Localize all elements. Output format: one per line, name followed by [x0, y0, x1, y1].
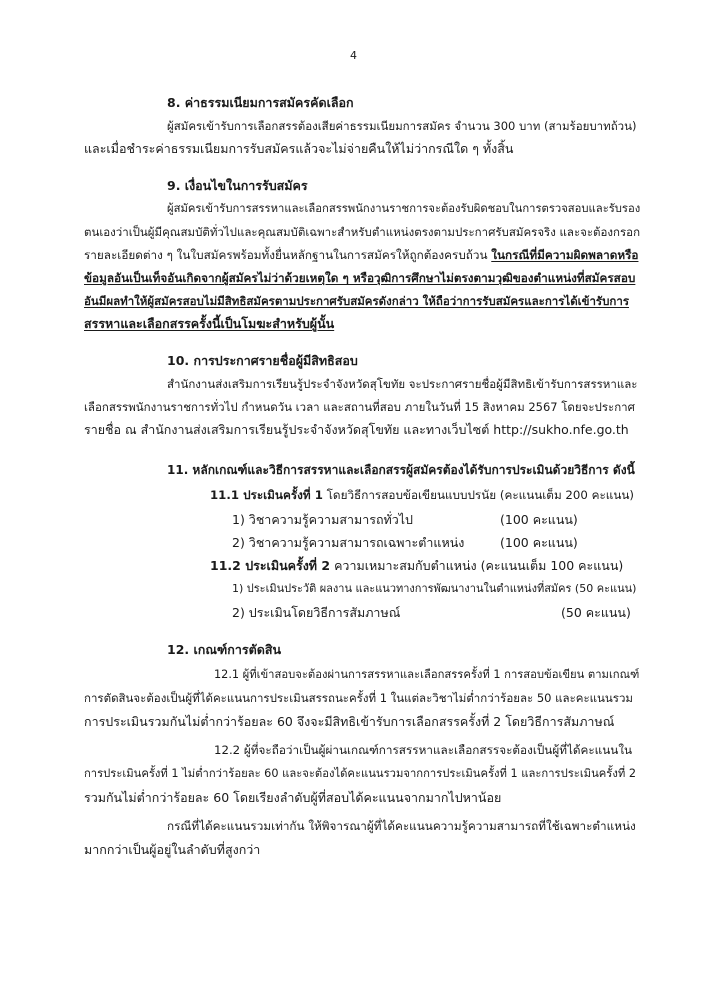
assessment-score: (100 คะแนน) [500, 535, 578, 550]
section-11-heading: 11. หลักเกณฑ์และวิธีการสรรหาและเลือกสรรผู้สมัครต้องได้รับการประเมินด้วยวิธีการ ดังนี้ [167, 463, 635, 477]
assessment-item: 1) ประเมินประวัติ ผลงาน และแนวทางการพัฒนางานในตำแหน่งที่สมัคร (50 คะแนน) [232, 582, 637, 595]
paragraph-line: เลือกสรรพนักงานราชการทั่วไป กำหนดวัน เวลา และสถานที่สอบ ภายในวันที่ 15 สิงหาคม 2567 โดยจะประกาศ [84, 400, 635, 414]
assessment-label: 11.2 ประเมินครั้งที่ 2 [210, 558, 331, 573]
paragraph-line: ผู้สมัครเข้ารับการสรรหาและเลือกสรรพนักงานราชการจะต้องรับผิดชอบในการตรวจสอบและรับรอง [167, 202, 641, 215]
section-10-heading: 10. การประกาศรายชื่อผู้มีสิทธิสอบ [167, 353, 358, 368]
paragraph-line: 12.2 ผู้ที่จะถือว่าเป็นผู้ผ่านเกณฑ์การสรรหาและเลือกสรรจะต้องเป็นผู้ที่ได้คะแนนใน [214, 743, 633, 757]
paragraph-line: กรณีที่ได้คะแนนรวมเท่ากัน ให้พิจารณาผู้ที่ได้คะแนนความรู้ความสามารถที่ใช้เฉพาะตำแหน่ง [167, 819, 636, 833]
paragraph-line: การประเมินรวมกันไม่ต่ำกว่าร้อยละ 60 จึงจะมีสิทธิเข้ารับการเลือกสรรครั้งที่ 2 โดยวิธีการสัมภาษณ์ [84, 714, 615, 729]
assessment-item: 2) ประเมินโดยวิธีการสัมภาษณ์ [232, 605, 401, 620]
assessment-text: ความเหมาะสมกับตำแหน่ง (คะแนนเต็ม 100 คะแนน) [330, 558, 624, 573]
assessment-item: 2) วิชาความรู้ความสามารถเฉพาะตำแหน่ง [232, 535, 465, 550]
assessment-text: โดยวิธีการสอบข้อเขียนแบบปรนัย (คะแนนเต็ม 200 คะแนน) [322, 488, 634, 502]
paragraph-line: 12.1 ผู้ที่เข้าสอบจะต้องผ่านการสรรหาและเลือกสรรครั้งที่ 1 การสอบข้อเขียน ตามเกณฑ์ [214, 668, 640, 681]
emphasized-line: อันมีผลทำให้ผู้สมัครสอบไม่มีสิทธิสมัครตามประกาศรับสมัครดังกล่าว ให้ถือว่าการรับสมัครและการได้เข้ารับการ [84, 294, 630, 308]
emphasized-line: สรรหาและเลือกสรรครั้งนี้เป็นโมฆะสำหรับผู้นั้น [84, 316, 335, 331]
paragraph-text: รายละเอียดต่าง ๆ ในใบสมัครพร้อมทั้งยื่นหลักฐานในการสมัครให้ถูกต้องครบถ้วน [84, 248, 492, 262]
assessment-item: 1) วิชาความรู้ความสามารถทั่วไป [232, 512, 413, 527]
assessment-label: 11.1 ประเมินครั้งที่ 1 [210, 488, 323, 502]
section-8-heading: 8. ค่าธรรมเนียมการสมัครคัดเลือก [167, 95, 354, 110]
paragraph-line: ผู้สมัครเข้ารับการเลือกสรรต้องเสียค่าธรรมเนียมการสมัคร จำนวน 300 บาท (สามร้อยบาทถ้วน) [167, 119, 637, 133]
assessment-score: (50 คะแนน) [561, 605, 631, 620]
paragraph-line: รวมกันไม่ต่ำกว่าร้อยละ 60 โดยเรียงลำดับผู้ที่สอบได้คะแนนจากมากไปหาน้อย [84, 790, 502, 805]
paragraph-line: การประเมินครั้งที่ 1 ไม่ต่ำกว่าร้อยละ 60 และจะต้องได้คะแนนรวมจากการประเมินครั้งที่ 1 และการประเมินครั้งที่ 2 [84, 767, 636, 780]
assessment-score: (100 คะแนน) [500, 512, 578, 527]
page-number: 4 [350, 49, 357, 62]
emphasized-line: ข้อมูลอันเป็นเท็จอันเกิดจากผู้สมัครไม่ว่าด้วยเหตุใด ๆ หรือวุฒิการศึกษาไม่ตรงตามวุฒิของตำแหน่งที่สมัครสอบ [84, 271, 636, 285]
assessment-1-line [210, 487, 634, 503]
emphasized-text: ในกรณีที่มีความผิดพลาดหรือ [491, 248, 639, 262]
assessment-2-line [210, 558, 623, 574]
paragraph-line: การตัดสินจะต้องเป็นผู้ที่ได้คะแนนการประเมินสรรถนะครั้งที่ 1 ในแต่ละวิชาไม่ต่ำกว่าร้อยละ 50 และคะแนนรวม [84, 691, 633, 705]
paragraph-line: ตนเองว่าเป็นผู้มีคุณสมบัติทั่วไปและคุณสมบัติเฉพาะสำหรับตำแหน่งตรงตามประกาศรับสมัครจริง และจะต้องกรอก [84, 225, 641, 239]
section-12-heading: 12. เกณฑ์การตัดสิน [167, 642, 282, 657]
paragraph-line: สำนักงานส่งเสริมการเรียนรู้ประจำจังหวัดสุโขทัย จะประกาศรายชื่อผู้มีสิทธิเข้ารับการสรรหาและ [167, 377, 638, 391]
paragraph-line: รายชื่อ ณ สำนักงานส่งเสริมการเรียนรู้ประจำจังหวัดสุโขทัย และทางเว็บไซต์ http://sukho.nfe.go.th [84, 422, 629, 437]
paragraph-line: มากกว่าเป็นผู้อยู่ในลำดับที่สูงกว่า [84, 842, 261, 857]
paragraph-line [84, 247, 638, 263]
section-9-heading: 9. เงื่อนไขในการรับสมัคร [167, 178, 308, 193]
paragraph-line: และเมื่อชำระค่าธรรมเนียมการรับสมัครแล้วจะไม่จ่ายคืนให้ไม่ว่ากรณีใด ๆ ทั้งสิ้น [84, 141, 514, 156]
